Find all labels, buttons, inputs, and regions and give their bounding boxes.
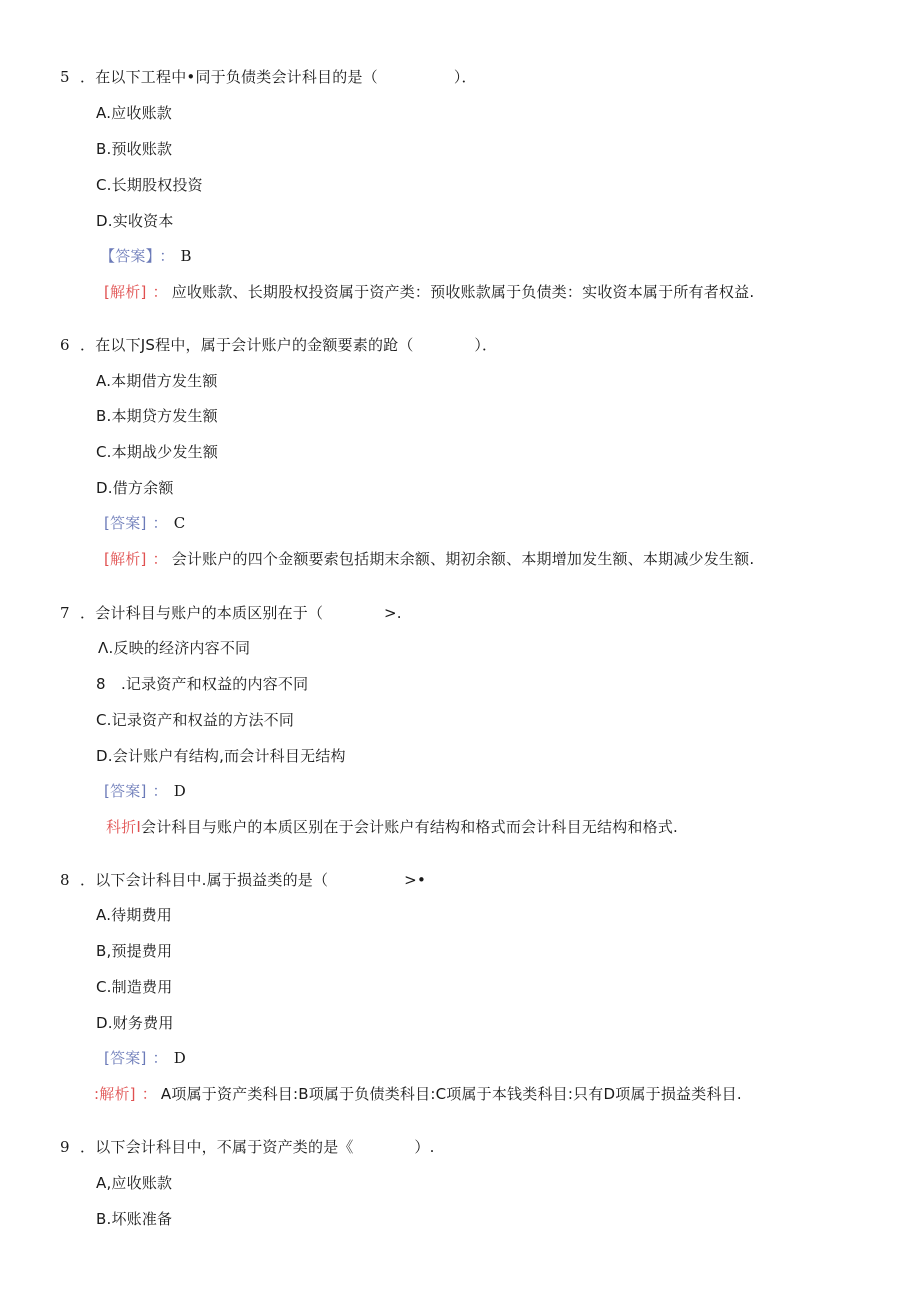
option-a: A.本期借方发生额 (96, 372, 218, 390)
option-a: Λ.反映的经济内容不同 (98, 639, 251, 657)
option-b: B.坏账准备 (96, 1210, 173, 1228)
question-9-stem (60, 1137, 435, 1157)
option-c: C.长期股权投资 (96, 176, 203, 194)
answer-tag: [答案] (104, 782, 147, 800)
explanation-tag: 科折I (106, 818, 142, 836)
question-5-stem (60, 67, 477, 87)
option-c: C.本期战少发生额 (96, 443, 219, 461)
option-b: B,预提费用 (96, 942, 173, 960)
question-number: 9 (60, 1138, 70, 1156)
question-7-stem (60, 603, 402, 623)
answer-value: D (173, 782, 186, 800)
option-b: B.预收账款 (96, 140, 173, 158)
question-text: ．在以下JS程中，属于会计账户的金额要素的跄（ ）． (80, 336, 498, 354)
answer-value: D (173, 1049, 186, 1067)
option-d: D.借方余额 (96, 479, 174, 497)
explanation-line (104, 549, 754, 569)
question-number: 8 (60, 871, 70, 889)
explanation-tag: :解析] (94, 1085, 136, 1103)
question-6-stem (60, 335, 497, 355)
answer-value: C (173, 514, 186, 532)
option-a: A,应收账款 (96, 1174, 173, 1192)
question-number: 5 (60, 68, 70, 86)
answer-line (104, 781, 186, 801)
option-a: A.应收账款 (96, 104, 172, 122)
option-d: D.财务费用 (96, 1014, 174, 1032)
option-d: D.实收资本 (96, 212, 174, 230)
answer-line (100, 246, 192, 266)
question-number: 6 (60, 336, 70, 354)
explanation-line (104, 282, 754, 302)
explanation-text: A项属于资产类科目:B项属于负债类科目:C项属于本钱类科目:只有D项属于损益类科目. (160, 1085, 742, 1103)
explanation-colon: ： (152, 283, 168, 301)
answer-line (104, 1048, 186, 1068)
explanation-line (106, 817, 678, 837)
question-number: 7 (60, 604, 70, 622)
explanation-text: 会计科目与账户的本质区别在于会计账户有结构和格式而会计科目无结构和格式. (141, 818, 679, 836)
option-c: C.制造费用 (96, 978, 173, 996)
answer-colon: ： (152, 514, 168, 532)
explanation-tag: [解析] (104, 550, 147, 568)
answer-tag: [答案] (104, 514, 147, 532)
option-b: 8 .记录资产和权益的内容不同 (96, 675, 309, 693)
explanation-colon: ： (141, 1085, 157, 1103)
question-text: ．在以下工程中•同于负债类会计科目的是（ ）． (80, 68, 477, 86)
option-d: D.会计账户有结构,而会计科目无结构 (96, 747, 346, 765)
answer-tag: 【答案】 (100, 247, 154, 265)
question-8-stem (60, 870, 426, 890)
option-b: B.本期贷方发生额 (96, 407, 218, 425)
explanation-text: 会计账户的四个金额要索包括期末余额、期初余额、本期增加发生额、本期减少发生额. (171, 550, 755, 568)
answer-colon: ： (159, 247, 175, 265)
option-a: A.待期费用 (96, 906, 172, 924)
answer-line (104, 513, 185, 533)
explanation-tag: [解析] (104, 283, 147, 301)
question-text: ．会计科目与账户的本质区别在于（ >. (80, 604, 402, 622)
question-text: ．以下会计科目中，不属于资产类的是《 ）. (80, 1138, 435, 1156)
answer-colon: ： (152, 782, 168, 800)
answer-tag: [答案] (104, 1049, 147, 1067)
question-text: ．以下会计科目中.属于损益类的是（ >• (80, 871, 426, 889)
option-c: C.记录资产和权益的方法不同 (96, 711, 295, 729)
explanation-colon: ： (152, 550, 168, 568)
answer-value: B (180, 247, 192, 265)
explanation-text: 应收账款、长期股权投资属于资产类：预收账款属于负债类：实收资本属于所有者权益. (171, 283, 755, 301)
explanation-line (94, 1084, 742, 1104)
answer-colon: ： (152, 1049, 168, 1067)
